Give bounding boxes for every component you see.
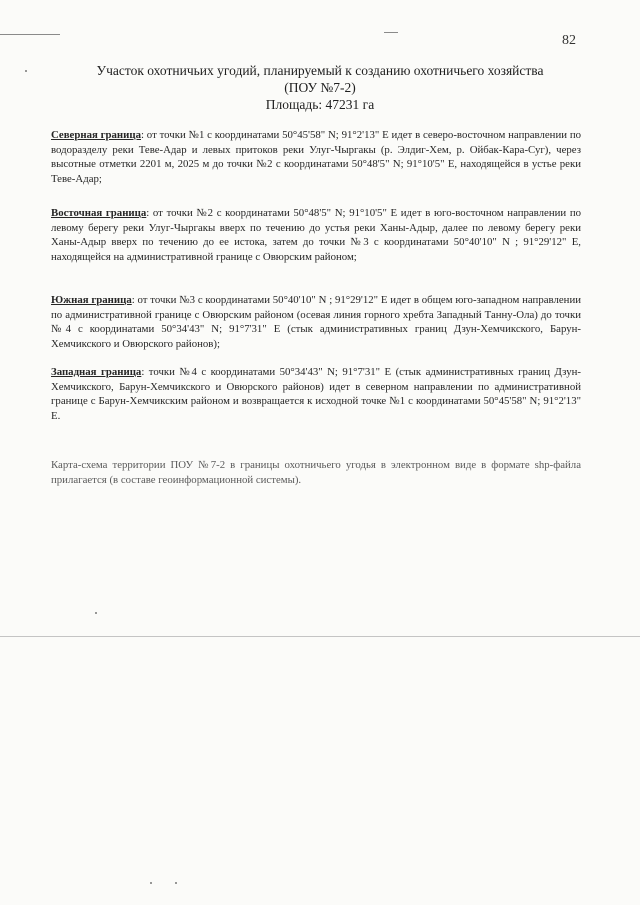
south-boundary-section <box>51 293 581 351</box>
section-text: : точки №4 с координатами 50°34'43" N; 91°7'31" E (стык административных границ Дзун-Хемчикского, Барун-Хемчикского и Овюрского районов) идет в северном направлении по административной границе с Барун-Хемчикским районом и возвращается к исходной точке №1 с координатами 50°45'58" N; 91°2'13" E. <box>51 366 581 422</box>
page-number: 82 <box>562 33 576 48</box>
title-subline: (ПОУ №7-2) <box>284 80 356 95</box>
scan-artifact-dot <box>175 882 177 884</box>
section-label: Западная граница <box>51 366 142 378</box>
east-boundary-section <box>51 206 581 264</box>
scan-artifact-dot <box>25 70 27 72</box>
document-title <box>40 62 600 113</box>
north-boundary-section <box>51 128 581 186</box>
map-attachment-note: Карта-схема территории ПОУ №7-2 в границы охотничьего угодья в электронном виде в формате shp-файла прилагается (в составе геоинформационной системы). <box>51 459 581 486</box>
scan-artifact-dot <box>150 882 152 884</box>
west-boundary-section <box>51 365 581 423</box>
scan-artifact-dot <box>95 612 97 614</box>
section-text: : от точки №1 с координатами 50°45'58" N; 91°2'13" E идет в северо-восточном направлении по водоразделу реки Теве-Адар и левых притоков реки Улуг-Чыргакы (р. Элдиг-Хем, р. Ойбак-Кара-Суг), через высотные отметки 2201 м, 2025 м до точки №2 с координатами 50°48'5" N; 91°10'5" E, находящейся в устье реки Теве-Адар; <box>51 129 581 185</box>
section-label: Северная граница <box>51 129 141 141</box>
title-line: Участок охотничьих угодий, планируемый к созданию охотничьего хозяйства <box>96 63 544 78</box>
section-label: Восточная граница <box>51 207 147 219</box>
area-line: Площадь: 47231 га <box>265 97 375 112</box>
scan-artifact-line <box>0 34 60 35</box>
section-text: : от точки №2 с координатами 50°48'5" N; 91°10'5" E идет в юго-восточном направлении по левому берегу реки Улуг-Чыргакы вверх по течению до устья реки Ханы-Адыр, далее по левому берегу реки Ханы-Адыр вверх по течению до ее истока, затем до точки №3 с координатами 50°40'10" N ; 91°29'12" E, находящейся на административной границе с Овюрским районом; <box>51 207 581 263</box>
section-label: Южная граница <box>51 294 132 306</box>
scan-artifact-line <box>0 636 640 637</box>
scan-artifact-line <box>384 32 398 33</box>
section-text: : от точки №3 с координатами 50°40'10" N ; 91°29'12" E идет в общем юго-западном направлении по административной границе с Овюрским районом (осевая линия горного хребта Западный Танну-Ола) до точки №4 с координатами 50°34'43" N; 91°7'31" E (стык административных границ Дзун-Хемчикского, Барун-Хемчикского и Овюрского районов); <box>51 294 581 350</box>
